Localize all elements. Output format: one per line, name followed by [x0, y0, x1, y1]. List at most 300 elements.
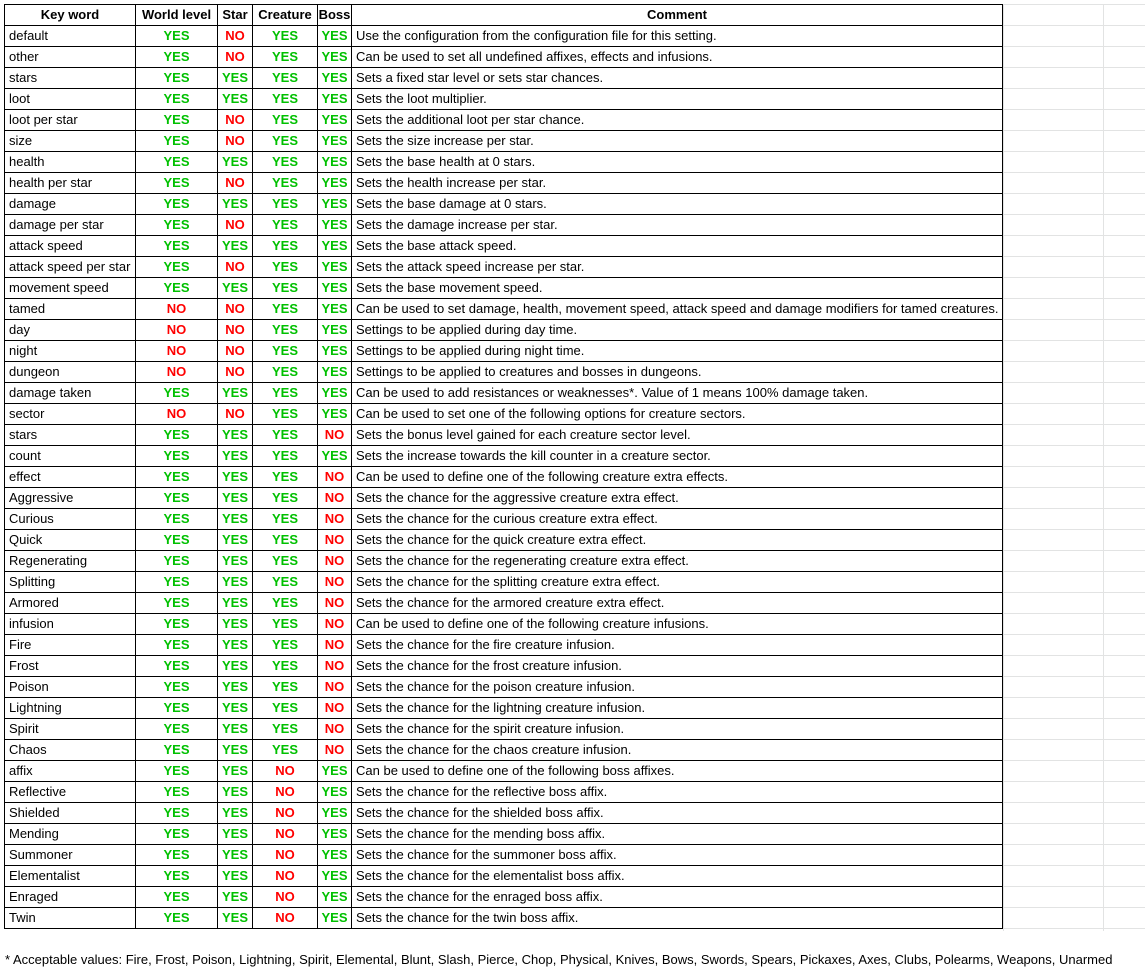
cell-world-level[interactable]: YES [136, 131, 218, 152]
cell-star[interactable]: YES [218, 782, 253, 803]
cell-keyword[interactable]: Chaos [5, 740, 136, 761]
cell-star[interactable]: YES [218, 614, 253, 635]
cell-star[interactable]: YES [218, 89, 253, 110]
cell-creature[interactable]: YES [253, 383, 318, 404]
cell-boss[interactable]: YES [318, 215, 352, 236]
cell-comment[interactable]: Sets the chance for the lightning creature infusion. [352, 698, 1003, 719]
cell-boss[interactable]: YES [318, 782, 352, 803]
cell-keyword[interactable]: Mending [5, 824, 136, 845]
cell-boss[interactable]: YES [318, 110, 352, 131]
cell-boss[interactable]: YES [318, 131, 352, 152]
cell-keyword[interactable]: attack speed [5, 236, 136, 257]
cell-creature[interactable]: YES [253, 131, 318, 152]
cell-keyword[interactable]: health per star [5, 173, 136, 194]
cell-world-level[interactable]: YES [136, 236, 218, 257]
cell-boss[interactable]: NO [318, 593, 352, 614]
cell-creature[interactable]: YES [253, 404, 318, 425]
cell-keyword[interactable]: Splitting [5, 572, 136, 593]
cell-creature[interactable]: YES [253, 68, 318, 89]
cell-world-level[interactable]: YES [136, 572, 218, 593]
cell-creature[interactable]: NO [253, 866, 318, 887]
cell-creature[interactable]: YES [253, 551, 318, 572]
cell-comment[interactable]: Sets a fixed star level or sets star chances. [352, 68, 1003, 89]
cell-creature[interactable]: YES [253, 299, 318, 320]
cell-boss[interactable]: YES [318, 866, 352, 887]
cell-world-level[interactable]: NO [136, 404, 218, 425]
cell-world-level[interactable]: NO [136, 299, 218, 320]
cell-keyword[interactable]: Poison [5, 677, 136, 698]
cell-star[interactable]: YES [218, 887, 253, 908]
cell-boss[interactable]: YES [318, 824, 352, 845]
cell-comment[interactable]: Sets the chance for the regenerating creature extra effect. [352, 551, 1003, 572]
table-row [5, 215, 1003, 236]
cell-boss[interactable]: YES [318, 908, 352, 929]
cell-star[interactable]: NO [218, 404, 253, 425]
cell-keyword[interactable]: Lightning [5, 698, 136, 719]
settings-table [4, 4, 1003, 929]
cell-creature[interactable]: NO [253, 803, 318, 824]
cell-comment[interactable]: Sets the attack speed increase per star. [352, 257, 1003, 278]
cell-star[interactable]: YES [218, 236, 253, 257]
table-row [5, 152, 1003, 173]
cell-comment[interactable]: Sets the loot multiplier. [352, 89, 1003, 110]
cell-keyword[interactable]: Aggressive [5, 488, 136, 509]
cell-creature[interactable]: YES [253, 509, 318, 530]
cell-world-level[interactable]: YES [136, 677, 218, 698]
cell-creature[interactable]: YES [253, 467, 318, 488]
cell-creature[interactable]: YES [253, 719, 318, 740]
cell-boss[interactable]: YES [318, 320, 352, 341]
cell-comment[interactable]: Sets the bonus level gained for each creature sector level. [352, 425, 1003, 446]
cell-keyword[interactable]: stars [5, 68, 136, 89]
cell-star[interactable]: YES [218, 635, 253, 656]
table-row [5, 299, 1003, 320]
cell-world-level[interactable]: YES [136, 89, 218, 110]
cell-star[interactable]: NO [218, 341, 253, 362]
cell-comment[interactable]: Can be used to add resistances or weaknesses*. Value of 1 means 100% damage taken. [352, 383, 1003, 404]
table-row [5, 173, 1003, 194]
cell-boss[interactable]: YES [318, 47, 352, 68]
cell-creature[interactable]: YES [253, 572, 318, 593]
cell-keyword[interactable]: stars [5, 425, 136, 446]
cell-creature[interactable]: YES [253, 110, 318, 131]
table-row [5, 467, 1003, 488]
cell-star[interactable]: NO [218, 26, 253, 47]
cell-star[interactable]: NO [218, 299, 253, 320]
cell-keyword[interactable]: Fire [5, 635, 136, 656]
cell-keyword[interactable]: tamed [5, 299, 136, 320]
cell-comment[interactable]: Sets the increase towards the kill counter in a creature sector. [352, 446, 1003, 467]
table-row [5, 488, 1003, 509]
cell-creature[interactable]: YES [253, 257, 318, 278]
cell-creature[interactable]: YES [253, 47, 318, 68]
table-row [5, 677, 1003, 698]
cell-world-level[interactable]: YES [136, 257, 218, 278]
cell-keyword[interactable]: Curious [5, 509, 136, 530]
cell-star[interactable]: YES [218, 152, 253, 173]
cell-star[interactable]: YES [218, 593, 253, 614]
cell-star[interactable]: YES [218, 551, 253, 572]
cell-keyword[interactable]: damage taken [5, 383, 136, 404]
header-row [5, 5, 1003, 26]
cell-comment[interactable]: Can be used to define one of the following boss affixes. [352, 761, 1003, 782]
cell-creature[interactable]: YES [253, 215, 318, 236]
cell-star[interactable]: NO [218, 257, 253, 278]
cell-comment[interactable]: Sets the chance for the poison creature infusion. [352, 677, 1003, 698]
table-row [5, 425, 1003, 446]
cell-world-level[interactable]: YES [136, 110, 218, 131]
cell-world-level[interactable]: YES [136, 719, 218, 740]
cell-world-level[interactable]: YES [136, 782, 218, 803]
cell-world-level[interactable]: YES [136, 887, 218, 908]
cell-boss[interactable]: YES [318, 383, 352, 404]
cell-star[interactable]: YES [218, 68, 253, 89]
cell-keyword[interactable]: attack speed per star [5, 257, 136, 278]
cell-boss[interactable]: NO [318, 614, 352, 635]
cell-creature[interactable]: NO [253, 887, 318, 908]
cell-comment[interactable]: Sets the base health at 0 stars. [352, 152, 1003, 173]
cell-creature[interactable]: NO [253, 761, 318, 782]
cell-creature[interactable]: NO [253, 908, 318, 929]
cell-star[interactable]: YES [218, 824, 253, 845]
cell-comment[interactable]: Sets the chance for the quick creature extra effect. [352, 530, 1003, 551]
cell-comment[interactable]: Settings to be applied to creatures and bosses in dungeons. [352, 362, 1003, 383]
table-row [5, 803, 1003, 824]
cell-boss[interactable]: YES [318, 278, 352, 299]
cell-star[interactable]: YES [218, 698, 253, 719]
cell-comment[interactable]: Sets the chance for the frost creature infusion. [352, 656, 1003, 677]
cell-creature[interactable]: YES [253, 320, 318, 341]
cell-creature[interactable]: YES [253, 656, 318, 677]
table-row [5, 236, 1003, 257]
cell-world-level[interactable]: YES [136, 614, 218, 635]
cell-comment[interactable]: Sets the chance for the summoner boss affix. [352, 845, 1003, 866]
cell-boss[interactable]: NO [318, 719, 352, 740]
cell-keyword[interactable]: damage per star [5, 215, 136, 236]
cell-comment[interactable]: Sets the chance for the aggressive creature extra effect. [352, 488, 1003, 509]
cell-boss[interactable]: YES [318, 446, 352, 467]
cell-creature[interactable]: NO [253, 845, 318, 866]
cell-keyword[interactable]: Armored [5, 593, 136, 614]
cell-boss[interactable]: YES [318, 89, 352, 110]
cell-keyword[interactable]: health [5, 152, 136, 173]
cell-boss[interactable]: YES [318, 68, 352, 89]
cell-comment[interactable]: Sets the chance for the enraged boss affix. [352, 887, 1003, 908]
cell-star[interactable]: YES [218, 194, 253, 215]
cell-world-level[interactable]: YES [136, 803, 218, 824]
cell-comment[interactable]: Sets the chance for the curious creature extra effect. [352, 509, 1003, 530]
cell-world-level[interactable]: YES [136, 47, 218, 68]
cell-keyword[interactable]: effect [5, 467, 136, 488]
cell-creature[interactable]: NO [253, 824, 318, 845]
cell-comment[interactable]: Sets the chance for the fire creature infusion. [352, 635, 1003, 656]
cell-star[interactable]: YES [218, 467, 253, 488]
cell-comment[interactable]: Sets the base movement speed. [352, 278, 1003, 299]
cell-world-level[interactable]: YES [136, 866, 218, 887]
cell-comment[interactable]: Settings to be applied during night time. [352, 341, 1003, 362]
cell-boss[interactable]: YES [318, 236, 352, 257]
cell-creature[interactable]: YES [253, 593, 318, 614]
table-row [5, 362, 1003, 383]
cell-keyword[interactable]: size [5, 131, 136, 152]
table-row [5, 866, 1003, 887]
cell-boss[interactable]: YES [318, 341, 352, 362]
cell-creature[interactable]: YES [253, 89, 318, 110]
table-row [5, 320, 1003, 341]
cell-star[interactable]: YES [218, 803, 253, 824]
cell-comment[interactable]: Can be used to define one of the following creature extra effects. [352, 467, 1003, 488]
cell-keyword[interactable]: Frost [5, 656, 136, 677]
header-creature[interactable]: Creature [253, 5, 318, 26]
cell-keyword[interactable]: night [5, 341, 136, 362]
cell-world-level[interactable]: YES [136, 425, 218, 446]
cell-boss[interactable]: YES [318, 257, 352, 278]
cell-world-level[interactable]: YES [136, 908, 218, 929]
header-comment[interactable]: Comment [352, 5, 1003, 26]
cell-star[interactable]: NO [218, 215, 253, 236]
cell-star[interactable]: YES [218, 845, 253, 866]
table-row [5, 110, 1003, 131]
cell-boss[interactable]: NO [318, 698, 352, 719]
cell-star[interactable]: YES [218, 488, 253, 509]
cell-world-level[interactable]: YES [136, 68, 218, 89]
cell-comment[interactable]: Can be used to define one of the following creature infusions. [352, 614, 1003, 635]
cell-comment[interactable]: Sets the base attack speed. [352, 236, 1003, 257]
table-row [5, 719, 1003, 740]
cell-star[interactable]: YES [218, 425, 253, 446]
cell-keyword[interactable]: Quick [5, 530, 136, 551]
cell-star[interactable]: YES [218, 866, 253, 887]
table-row [5, 614, 1003, 635]
cell-creature[interactable]: YES [253, 740, 318, 761]
cell-world-level[interactable]: YES [136, 530, 218, 551]
table-row [5, 782, 1003, 803]
cell-world-level[interactable]: YES [136, 488, 218, 509]
cell-keyword[interactable]: loot per star [5, 110, 136, 131]
cell-creature[interactable]: YES [253, 530, 318, 551]
cell-world-level[interactable]: YES [136, 173, 218, 194]
cell-creature[interactable]: YES [253, 278, 318, 299]
cell-boss[interactable]: NO [318, 467, 352, 488]
cell-comment[interactable]: Sets the chance for the splitting creature extra effect. [352, 572, 1003, 593]
cell-boss[interactable]: NO [318, 677, 352, 698]
cell-keyword[interactable]: Spirit [5, 719, 136, 740]
table-row [5, 656, 1003, 677]
cell-boss[interactable]: NO [318, 740, 352, 761]
cell-comment[interactable]: Sets the chance for the armored creature extra effect. [352, 593, 1003, 614]
cell-boss[interactable]: YES [318, 152, 352, 173]
cell-world-level[interactable]: YES [136, 656, 218, 677]
cell-creature[interactable]: YES [253, 446, 318, 467]
table-row [5, 845, 1003, 866]
footnote: * Acceptable values: Fire, Frost, Poison, Lightning, Spirit, Elemental, Blunt, Slash, Pierce, Chop, Physical, Knives, Bows, Swords, Spears, Pickaxes, Axes, Clubs, Polearms, Weapons, Unarmed [5, 952, 1113, 967]
cell-boss[interactable]: NO [318, 551, 352, 572]
cell-creature[interactable]: YES [253, 26, 318, 47]
cell-world-level[interactable]: YES [136, 467, 218, 488]
cell-keyword[interactable]: Shielded [5, 803, 136, 824]
cell-star[interactable]: YES [218, 908, 253, 929]
cell-comment[interactable]: Use the configuration from the configuration file for this setting. [352, 26, 1003, 47]
table-row [5, 551, 1003, 572]
table-row [5, 572, 1003, 593]
cell-boss[interactable]: NO [318, 635, 352, 656]
table-row [5, 740, 1003, 761]
cell-comment[interactable]: Sets the additional loot per star chance. [352, 110, 1003, 131]
cell-boss[interactable]: NO [318, 488, 352, 509]
cell-creature[interactable]: YES [253, 362, 318, 383]
cell-world-level[interactable]: YES [136, 551, 218, 572]
cell-keyword[interactable]: other [5, 47, 136, 68]
cell-keyword[interactable]: dungeon [5, 362, 136, 383]
cell-comment[interactable]: Sets the chance for the elementalist boss affix. [352, 866, 1003, 887]
cell-comment[interactable]: Sets the chance for the mending boss affix. [352, 824, 1003, 845]
cell-comment[interactable]: Settings to be applied during day time. [352, 320, 1003, 341]
cell-boss[interactable]: YES [318, 26, 352, 47]
cell-keyword[interactable]: movement speed [5, 278, 136, 299]
cell-star[interactable]: YES [218, 530, 253, 551]
cell-keyword[interactable]: Elementalist [5, 866, 136, 887]
table-row [5, 824, 1003, 845]
cell-creature[interactable]: YES [253, 488, 318, 509]
cell-comment[interactable]: Can be used to set all undefined affixes, effects and infusions. [352, 47, 1003, 68]
cell-world-level[interactable]: YES [136, 152, 218, 173]
cell-star[interactable]: NO [218, 362, 253, 383]
cell-comment[interactable]: Sets the size increase per star. [352, 131, 1003, 152]
header-keyword[interactable]: Key word [5, 5, 136, 26]
cell-boss[interactable]: YES [318, 803, 352, 824]
cell-keyword[interactable]: affix [5, 761, 136, 782]
cell-star[interactable]: YES [218, 761, 253, 782]
cell-world-level[interactable]: YES [136, 593, 218, 614]
cell-boss[interactable]: YES [318, 404, 352, 425]
cell-boss[interactable]: YES [318, 194, 352, 215]
cell-creature[interactable]: YES [253, 698, 318, 719]
cell-star[interactable]: NO [218, 110, 253, 131]
cell-keyword[interactable]: damage [5, 194, 136, 215]
cell-world-level[interactable]: YES [136, 26, 218, 47]
cell-boss[interactable]: NO [318, 572, 352, 593]
cell-creature[interactable]: YES [253, 152, 318, 173]
cell-world-level[interactable]: NO [136, 320, 218, 341]
cell-creature[interactable]: YES [253, 341, 318, 362]
cell-star[interactable]: NO [218, 47, 253, 68]
cell-world-level[interactable]: YES [136, 215, 218, 236]
cell-keyword[interactable]: Enraged [5, 887, 136, 908]
cell-boss[interactable]: NO [318, 656, 352, 677]
cell-boss[interactable]: YES [318, 362, 352, 383]
cell-comment[interactable]: Sets the chance for the shielded boss affix. [352, 803, 1003, 824]
table-row [5, 761, 1003, 782]
cell-keyword[interactable]: infusion [5, 614, 136, 635]
cell-keyword[interactable]: loot [5, 89, 136, 110]
cell-world-level[interactable]: YES [136, 278, 218, 299]
cell-keyword[interactable]: Regenerating [5, 551, 136, 572]
cell-world-level[interactable]: YES [136, 383, 218, 404]
cell-creature[interactable]: YES [253, 236, 318, 257]
cell-creature[interactable]: YES [253, 194, 318, 215]
cell-world-level[interactable]: YES [136, 761, 218, 782]
cell-creature[interactable]: YES [253, 173, 318, 194]
cell-boss[interactable]: YES [318, 299, 352, 320]
cell-star[interactable]: YES [218, 383, 253, 404]
cell-boss[interactable]: YES [318, 173, 352, 194]
cell-comment[interactable]: Sets the damage increase per star. [352, 215, 1003, 236]
cell-world-level[interactable]: YES [136, 845, 218, 866]
cell-star[interactable]: NO [218, 173, 253, 194]
cell-comment[interactable]: Sets the base damage at 0 stars. [352, 194, 1003, 215]
cell-world-level[interactable]: YES [136, 446, 218, 467]
cell-creature[interactable]: YES [253, 425, 318, 446]
table-row [5, 383, 1003, 404]
cell-comment[interactable]: Sets the chance for the reflective boss affix. [352, 782, 1003, 803]
cell-star[interactable]: YES [218, 740, 253, 761]
cell-star[interactable]: YES [218, 509, 253, 530]
cell-star[interactable]: YES [218, 677, 253, 698]
cell-keyword[interactable]: default [5, 26, 136, 47]
cell-world-level[interactable]: NO [136, 341, 218, 362]
cell-world-level[interactable]: YES [136, 698, 218, 719]
cell-keyword[interactable]: Reflective [5, 782, 136, 803]
cell-comment[interactable]: Sets the health increase per star. [352, 173, 1003, 194]
cell-keyword[interactable]: count [5, 446, 136, 467]
table-row [5, 341, 1003, 362]
cell-star[interactable]: YES [218, 278, 253, 299]
cell-creature[interactable]: NO [253, 782, 318, 803]
cell-star[interactable]: NO [218, 320, 253, 341]
cell-creature[interactable]: YES [253, 677, 318, 698]
cell-keyword[interactable]: sector [5, 404, 136, 425]
cell-comment[interactable]: Can be used to set damage, health, movement speed, attack speed and damage modifiers for tamed creatures. [352, 299, 1003, 320]
cell-world-level[interactable]: YES [136, 509, 218, 530]
cell-world-level[interactable]: NO [136, 362, 218, 383]
header-world-level[interactable]: World level [136, 5, 218, 26]
cell-star[interactable]: YES [218, 719, 253, 740]
cell-comment[interactable]: Sets the chance for the twin boss affix. [352, 908, 1003, 929]
cell-creature[interactable]: YES [253, 635, 318, 656]
cell-comment[interactable]: Can be used to set one of the following options for creature sectors. [352, 404, 1003, 425]
cell-comment[interactable]: Sets the chance for the chaos creature infusion. [352, 740, 1003, 761]
table-row [5, 278, 1003, 299]
cell-world-level[interactable]: YES [136, 194, 218, 215]
cell-boss[interactable]: NO [318, 509, 352, 530]
table-row [5, 131, 1003, 152]
table-row [5, 509, 1003, 530]
cell-world-level[interactable]: YES [136, 635, 218, 656]
table-row [5, 404, 1003, 425]
cell-keyword[interactable]: Twin [5, 908, 136, 929]
cell-keyword[interactable]: Summoner [5, 845, 136, 866]
header-star[interactable]: Star [218, 5, 253, 26]
header-boss[interactable]: Boss [318, 5, 352, 26]
table-row [5, 530, 1003, 551]
sheet-gridlines [1003, 4, 1145, 931]
cell-star[interactable]: YES [218, 656, 253, 677]
cell-boss[interactable]: YES [318, 845, 352, 866]
cell-star[interactable]: YES [218, 446, 253, 467]
cell-creature[interactable]: YES [253, 614, 318, 635]
cell-star[interactable]: NO [218, 131, 253, 152]
cell-world-level[interactable]: YES [136, 824, 218, 845]
cell-boss[interactable]: YES [318, 761, 352, 782]
cell-keyword[interactable]: day [5, 320, 136, 341]
cell-world-level[interactable]: YES [136, 740, 218, 761]
cell-star[interactable]: YES [218, 572, 253, 593]
cell-boss[interactable]: NO [318, 425, 352, 446]
table-row [5, 194, 1003, 215]
cell-boss[interactable]: NO [318, 530, 352, 551]
cell-comment[interactable]: Sets the chance for the spirit creature infusion. [352, 719, 1003, 740]
cell-boss[interactable]: YES [318, 887, 352, 908]
